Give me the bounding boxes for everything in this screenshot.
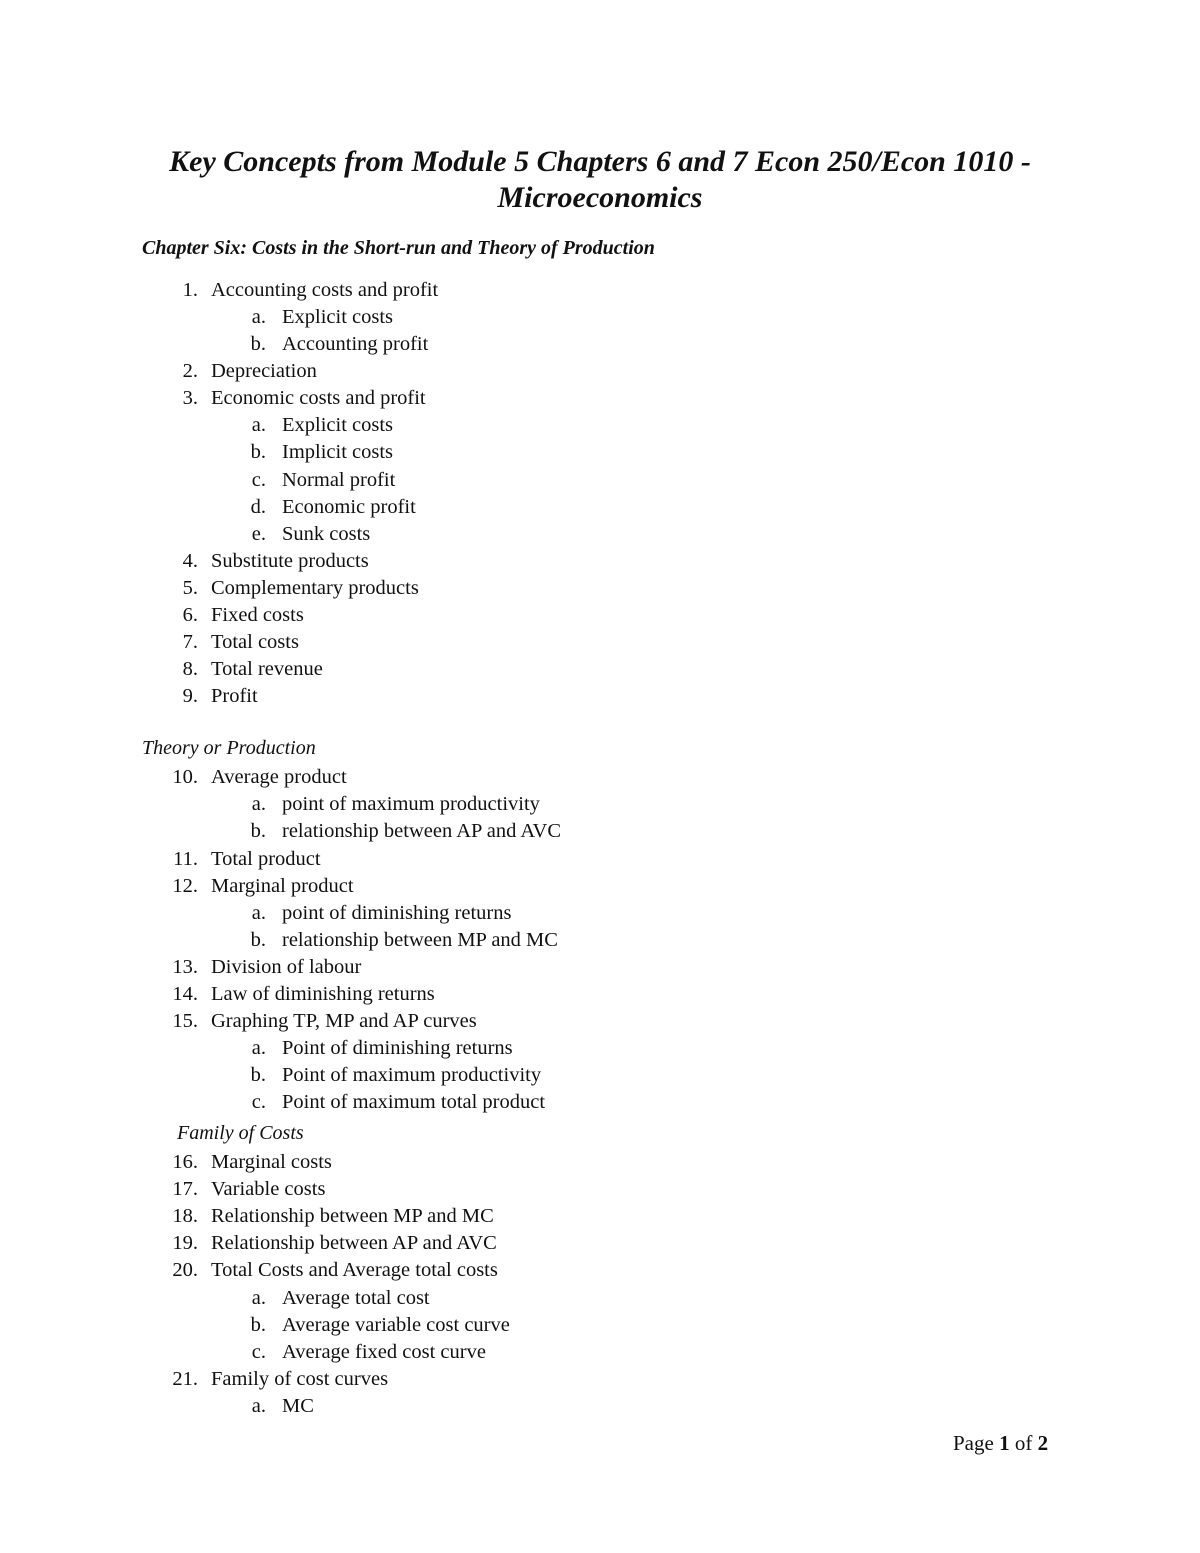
list-text: Variable costs bbox=[211, 1178, 326, 1200]
list-text: Relationship between AP and AVC bbox=[211, 1232, 497, 1254]
list-text: Average fixed cost curve bbox=[282, 1341, 486, 1363]
list-marker: 21. bbox=[172, 1368, 198, 1390]
list-text: relationship between AP and AVC bbox=[282, 820, 562, 842]
list-text: Complementary products bbox=[211, 577, 419, 599]
list-text: Total product bbox=[211, 848, 321, 870]
list-marker: 9. bbox=[182, 685, 198, 707]
list-marker: 17. bbox=[172, 1178, 198, 1200]
list-marker: a. bbox=[251, 1287, 266, 1309]
list-marker: 7. bbox=[182, 631, 198, 653]
list-marker: 18. bbox=[172, 1205, 198, 1227]
list-text: point of diminishing returns bbox=[282, 902, 512, 924]
list-marker: 6. bbox=[182, 604, 198, 626]
list-marker: 8. bbox=[182, 658, 198, 680]
list-marker: 16. bbox=[172, 1151, 198, 1173]
list-marker: a. bbox=[251, 1037, 266, 1059]
list-text: Accounting costs and profit bbox=[211, 279, 439, 301]
list-marker: 5. bbox=[182, 577, 198, 599]
list-marker: 11. bbox=[173, 848, 198, 870]
list-text: Average total cost bbox=[282, 1287, 430, 1309]
list-marker: d. bbox=[250, 496, 266, 518]
list-text: Fixed costs bbox=[211, 604, 304, 626]
list-text: Point of diminishing returns bbox=[282, 1037, 513, 1059]
list-marker: b. bbox=[250, 929, 266, 951]
list-text: Accounting profit bbox=[282, 333, 429, 355]
list-text: Average variable cost curve bbox=[282, 1314, 510, 1336]
document-title-line2: Microeconomics bbox=[497, 181, 703, 214]
list-text: Economic costs and profit bbox=[211, 387, 426, 409]
list-marker: a. bbox=[251, 1395, 266, 1417]
list-text: Average product bbox=[211, 766, 347, 788]
footer-page-word: Page bbox=[953, 1431, 994, 1455]
chapter-heading: Chapter Six: Costs in the Short-run and Theory of Production bbox=[142, 237, 655, 259]
list-text: Substitute products bbox=[211, 550, 369, 572]
list-text: Economic profit bbox=[282, 496, 416, 518]
list-marker: a. bbox=[251, 414, 266, 436]
list-text: Point of maximum total product bbox=[282, 1091, 546, 1113]
list-marker: 2. bbox=[182, 360, 198, 382]
document-title-line1: Key Concepts from Module 5 Chapters 6 and 7 Econ 250/Econ 1010 - bbox=[169, 145, 1031, 178]
list-marker: 19. bbox=[172, 1232, 198, 1254]
list-text: Total Costs and Average total costs bbox=[211, 1259, 498, 1281]
list-marker: a. bbox=[251, 306, 266, 328]
list-marker: 20. bbox=[172, 1259, 198, 1281]
list-text: Marginal costs bbox=[211, 1151, 332, 1173]
list-text: Depreciation bbox=[211, 360, 317, 382]
list-text: Law of diminishing returns bbox=[211, 983, 435, 1005]
list-text: Marginal product bbox=[211, 875, 354, 897]
list-marker: c. bbox=[251, 1091, 266, 1113]
list-marker: b. bbox=[250, 441, 266, 463]
list-marker: 1. bbox=[182, 279, 198, 301]
footer-page-current: 1 bbox=[999, 1431, 1010, 1455]
list-text: Normal profit bbox=[282, 469, 396, 491]
list-text: MC bbox=[282, 1395, 314, 1417]
list-marker: b. bbox=[250, 333, 266, 355]
list-marker: 10. bbox=[172, 766, 198, 788]
list-text: Profit bbox=[211, 685, 258, 707]
section-heading-production: Theory or Production bbox=[142, 737, 316, 759]
list-marker: 15. bbox=[172, 1010, 198, 1032]
list-marker: a. bbox=[251, 793, 266, 815]
list-marker: 12. bbox=[172, 875, 198, 897]
list-marker: 14. bbox=[172, 983, 198, 1005]
list-text: point of maximum productivity bbox=[282, 793, 540, 815]
list-marker: b. bbox=[250, 1064, 266, 1086]
list-marker: e. bbox=[251, 523, 266, 545]
list-text: Explicit costs bbox=[282, 306, 394, 328]
list-text: Division of labour bbox=[211, 956, 362, 978]
list-text: Relationship between MP and MC bbox=[211, 1205, 494, 1227]
footer-page-total: 2 bbox=[1037, 1431, 1049, 1455]
list-marker: 13. bbox=[172, 956, 198, 978]
list-text: relationship between MP and MC bbox=[282, 929, 558, 951]
list-text: Point of maximum productivity bbox=[282, 1064, 542, 1086]
list-text: Graphing TP, MP and AP curves bbox=[211, 1010, 477, 1032]
page-footer bbox=[953, 1431, 1048, 1456]
section-heading-costs: Family of Costs bbox=[177, 1122, 304, 1144]
list-marker: b. bbox=[250, 1314, 266, 1336]
list-marker: b. bbox=[250, 820, 266, 842]
list-text: Family of cost curves bbox=[211, 1368, 389, 1390]
footer-of-word: of bbox=[1014, 1431, 1033, 1455]
list-text: Explicit costs bbox=[282, 414, 394, 436]
list-marker: c. bbox=[251, 469, 266, 491]
list-text: Sunk costs bbox=[282, 523, 371, 545]
list-marker: 4. bbox=[182, 550, 198, 572]
list-marker: a. bbox=[251, 902, 266, 924]
list-text: Total revenue bbox=[211, 658, 323, 680]
list-text: Implicit costs bbox=[282, 441, 394, 463]
list-marker: c. bbox=[251, 1341, 266, 1363]
list-text: Total costs bbox=[211, 631, 299, 653]
list-marker: 3. bbox=[182, 387, 198, 409]
